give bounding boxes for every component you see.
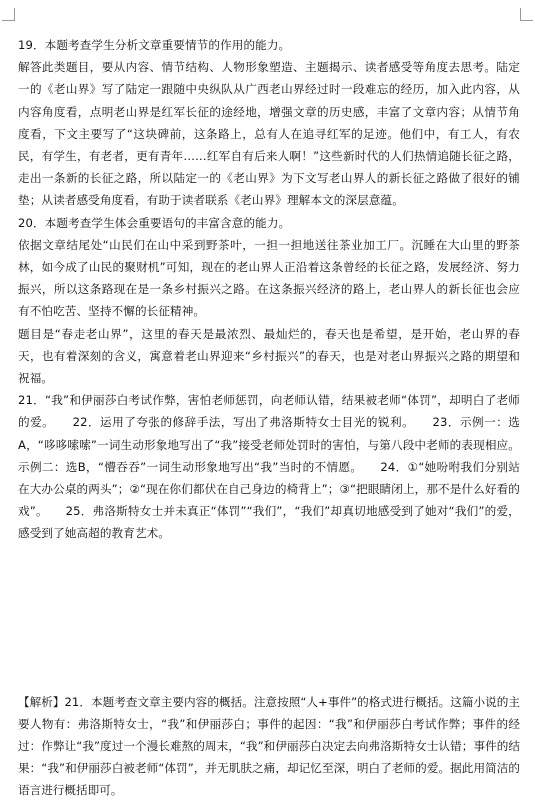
q20-body-2: 题目是“春走老山界”，这里的春天是最浓烈、最灿烂的，春天也是希望，是开始，老山界的春天，也有着深刻的含义，寓意着老山界迎来“乡村振兴”的春天，也是对老山界振兴之路的期望和祝福。 [18, 326, 520, 386]
answer-content [18, 34, 520, 545]
q20-body-1: 依据文章结尾处“山民们在山中采到野茶叶，一担一担地送往茶业加工厂。沉睡在大山里的野茶林，如今成了山民的聚财机”可知，现在的老山界人正沿着这条曾经的长征之路，发展经济、努力振兴，所以这条路现在是一条乡村振兴之路。在这条振兴经济的路上，老山界人的新长征也会应有不怕吃苦、坚持不懈的长征精神。 [18, 237, 520, 319]
q21-25-answers: 21．“我”和伊丽莎白考试作弊，害怕老师惩罚，向老师认错，结果被老师“体罚”，却明白了老师的爱。 22．运用了夸张的修辞手法，写出了弗洛斯特女士目光的锐利。 23．示例一：选A，“哆哆嗦嗦”一词生动形象地写出了“我”接受老师处罚时的害怕，与第八段中老师的表现相应。示例二：选B，“懵吞吞”一词生动形象地写出“我”当时的不情愿。 24．①“她吩咐我们分别站在大办公桌的两头”；②“现在你们都伏在自己身边的椅背上”；③“把眼睛闭上，那不是什么好看的戏”。 25．弗洛斯特女士并未真正“体罚”“我们”，“我们”却真切地感受到了她对“我们”的爱，感受到了她高超的教育艺术。 [18, 393, 520, 541]
page-corner-mark-top-left [2, 8, 15, 21]
q19-heading: 19．本题考查学生分析文章重要情节的作用的能力。 [18, 38, 291, 52]
q20-heading: 20．本题考查学生体会重要语句的丰富含意的能力。 [18, 215, 291, 230]
page-corner-mark-top-right [520, 8, 533, 21]
analysis-paragraph: 【解析】21．本题考查文章主要内容的概括。注意按照“人+事件”的格式进行概括。这篇小说的主要人物有：弗洛斯特女士，“我”和伊丽莎白；事件的起因：“我”和伊丽莎白考试作弊；事件的经过：作弊让“我”度过一个漫长难熬的周末，“我”和伊丽莎白决定去向弗洛斯特女士认错；事件的结果：“我”和伊丽莎白被老师“体罚”，并无肌肤之痛，却记忆至深，明白了老师的爱。据此用简洁的语言进行概括即可。 [18, 694, 520, 798]
q19-body: 解答此类题目，要从内容、情节结构、人物形象塑造、主题揭示、读者感受等角度去思考。陆定一的《老山界》写了陆定一跟随中央纵队从广西老山界经过时一段难忘的经历，加入此内容，从内容角度看，点明老山界是红军长征的途经地，增强文章的历史感，丰富了文章内容；从情节角度看，下文主要写了“这块碑前，这条路上，总有人在追寻红军的足迹。他们中，有工人，有农民，有学生，有老者，更有青年……红军自有后来人啊！”这些新时代的人们热情追随长征之路，走出一条新的长征之路，所以陆定一的《老山界》为下文写老山界人的新长征之路做了很好的铺垫；从读者感受角度看，有助于读者联系《老山界》理解本文的深层意蕴。 [18, 60, 520, 208]
